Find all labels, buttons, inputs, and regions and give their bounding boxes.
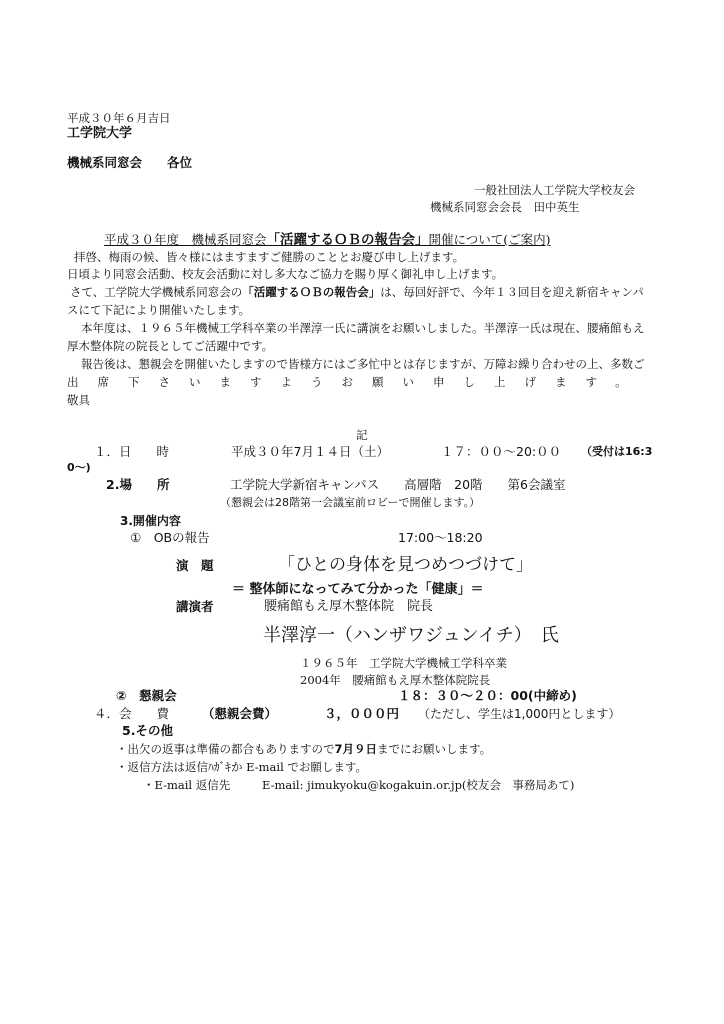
item-fee-value: ３，０００円	[324, 706, 400, 721]
item-place-label: 2.場 所	[106, 477, 170, 492]
university-name: 工学院大学	[67, 126, 133, 141]
reply-text-a: ・出欠の返事は準備の都合もありますので	[116, 742, 335, 756]
letter-title	[104, 233, 551, 247]
bullet-email-label: ・E-mail 返信先	[143, 778, 231, 792]
paragraph-thanks: 日頃より同窓会活動、校友会活動に対し多大なご協力を賜り厚く御礼申し上げます。	[67, 267, 504, 281]
speaker-affiliation: 腰痛館もえ厚木整体院 院長	[264, 599, 434, 614]
party-label: ② 懇親会	[116, 688, 177, 703]
item-content-label: 3.開催内容	[120, 514, 181, 528]
paragraph-party: 報告後は、懇親会を開催いたしますので皆様方にはご多忙中とは存じますが、万障お繰り合わせの上、多数ご	[81, 357, 645, 371]
speaker-name: 半澤淳一（ハンザワジュンイチ） 氏	[263, 625, 559, 646]
speaker-label: 講演者	[176, 599, 214, 614]
item-date-time: １７：００～20:００	[441, 444, 562, 459]
party-time: １８：３０～２０：00(中締め)	[398, 688, 577, 703]
bullet-email-address: E-mail: jimukyoku@kogakuin.or.jp(校友会 事務局あて)	[262, 778, 575, 792]
item-date-note-cont: 0～)	[67, 461, 91, 474]
item-date-label: １．日 時	[94, 444, 170, 459]
item-fee-note: （ただし、学生は1,000円とします）	[418, 707, 621, 721]
speaker-career-1: １９６５年 工学院大学機械工学科卒業	[300, 656, 507, 670]
announcement-text-a: さて、工学院大学機械系同窓会の	[70, 285, 243, 299]
paragraph-speaker-cont: 厚木整体院の院長としてご活躍中です。	[67, 339, 274, 353]
closing-keigu: 敬具	[67, 393, 90, 407]
item-fee-sub: （懇親会費）	[202, 706, 278, 721]
bullet-reply-deadline	[116, 742, 491, 756]
paragraph-party-cont: 出席下さいますようお願い申し上げます。	[67, 375, 646, 389]
ki-heading: 記	[356, 428, 368, 442]
letter-date: 平成３０年６月吉日	[67, 111, 171, 125]
addressee: 機械系同窓会 各位	[67, 155, 193, 170]
item-date-value: 平成３０年7月１４日（土）	[231, 444, 389, 459]
item-fee-label: ４．会 費	[94, 706, 170, 721]
reply-text-b: までにお願いします。	[377, 742, 492, 756]
ob-report-label: ① OBの報告	[130, 530, 210, 545]
title-prefix: 平成３０年度 機械系同窓会	[104, 232, 267, 247]
item-place-note: （懇親会は28階第一会議室前ロビーで開催します。）	[220, 496, 481, 509]
paragraph-announcement	[70, 285, 644, 299]
item-other-label: 5.その他	[122, 723, 173, 738]
topic-subtitle: ＝ 整体師になってみて分かった「健康」＝	[232, 582, 484, 597]
topic-title: 「ひとの身体を見つめつづけて」	[278, 555, 533, 575]
announcement-event: 「活躍するＯＢの報告会」	[242, 285, 381, 299]
item-date-note: （受付は16:3	[581, 445, 653, 458]
paragraph-greeting: 拝啓、梅雨の候、皆々様にはますますご健勝のこととお慶び申し上げます。	[74, 250, 465, 264]
topic-label: 演 題	[176, 558, 214, 573]
sender-name: 機械系同窓会会長 田中英生	[430, 200, 580, 214]
title-event: 「活躍するＯＢの報告会」	[266, 232, 429, 248]
reply-deadline-date: 7月９日	[334, 742, 378, 756]
item-place-value: 工学院大学新宿キャンパス 高層階 20階 第6会議室	[230, 477, 566, 492]
announcement-text-b: は、毎回好評で、今年１３回目を迎え新宿キャンパ	[380, 285, 644, 299]
bullet-reply-method: ・返信方法は返信ﾊｶﾞｷか E-mail でお願します。	[116, 760, 367, 774]
paragraph-speaker: 本年度は、１９６５年機械工学科卒業の半澤淳一氏に講演をお願いしました。半澤淳一氏は現在、腰痛館もえ	[81, 321, 645, 335]
paragraph-announcement-cont: スにて下記により開催いたします。	[67, 303, 251, 317]
ob-report-time: 17:00～18:20	[398, 530, 483, 545]
title-suffix: 開催について(ご案内)	[428, 232, 551, 247]
sender-organization: 一般社団法人工学院大学校友会	[474, 183, 635, 197]
speaker-career-2: 2004年 腰痛館もえ厚木整体院院長	[300, 673, 491, 687]
